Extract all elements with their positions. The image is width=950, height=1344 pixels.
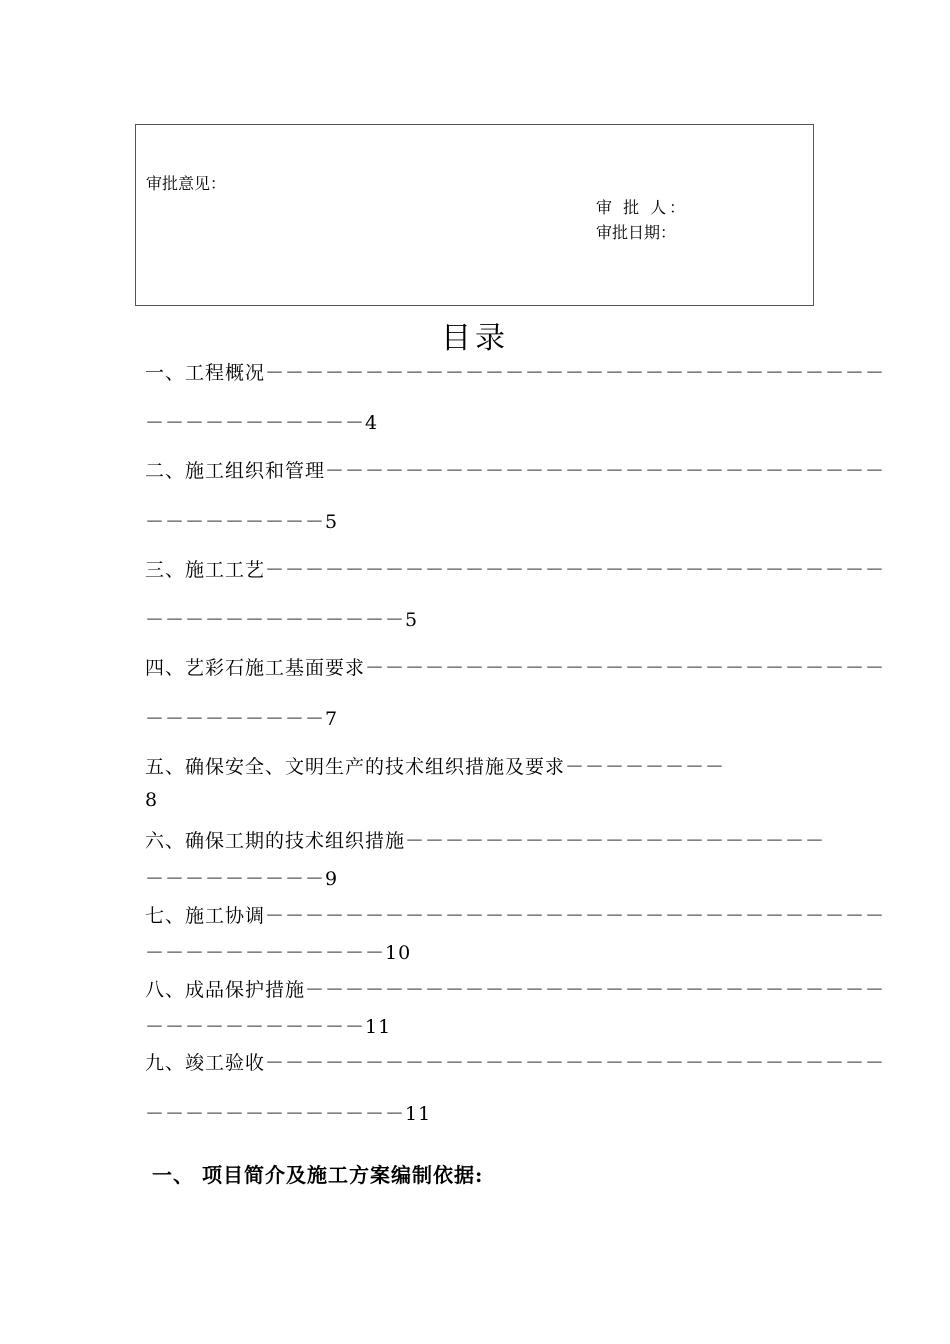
toc-entry-1-line2[interactable]: －－－－－－－－－－－4 bbox=[145, 412, 379, 434]
approval-date-label: 审批日期： bbox=[596, 223, 677, 242]
toc-entry-3-line2[interactable]: －－－－－－－－－－－－－5 bbox=[145, 609, 419, 631]
toc-entry-9-line1[interactable]: 九、竣工验收－－－－－－－－－－－－－－－－－－－－－－－－－－－－－－－ bbox=[145, 1052, 886, 1074]
toc-entry-7-line1[interactable]: 七、施工协调－－－－－－－－－－－－－－－－－－－－－－－－－－－－－－－ bbox=[145, 905, 886, 927]
toc-entry-8-line1[interactable]: 八、成品保护措施－－－－－－－－－－－－－－－－－－－－－－－－－－－－－ bbox=[145, 979, 886, 1001]
toc-entry-1-line1[interactable]: 一、工程概况－－－－－－－－－－－－－－－－－－－－－－－－－－－－－－－ bbox=[145, 362, 886, 384]
approval-opinion-label: 审批意见： bbox=[146, 174, 227, 193]
toc-entry-9-line2[interactable]: －－－－－－－－－－－－－11 bbox=[145, 1103, 432, 1125]
toc-entry-8-line2[interactable]: －－－－－－－－－－－11 bbox=[145, 1016, 392, 1038]
approval-box bbox=[135, 124, 814, 306]
toc-entry-2-line2[interactable]: －－－－－－－－－5 bbox=[145, 511, 339, 533]
toc-title: 目录 bbox=[441, 321, 509, 356]
toc-entry-3-line1[interactable]: 三、施工工艺－－－－－－－－－－－－－－－－－－－－－－－－－－－－－－－ bbox=[145, 559, 886, 581]
section-heading: 一、 项目简介及施工方案编制依据: bbox=[152, 1163, 484, 1187]
toc-entry-4-line1[interactable]: 四、艺彩石施工基面要求－－－－－－－－－－－－－－－－－－－－－－－－－－ bbox=[145, 657, 886, 679]
toc-entry-2-line1[interactable]: 二、施工组织和管理－－－－－－－－－－－－－－－－－－－－－－－－－－－－ bbox=[145, 460, 886, 482]
toc-entry-5-line2[interactable]: 8 bbox=[145, 789, 159, 811]
toc-entry-7-line2[interactable]: －－－－－－－－－－－－10 bbox=[145, 942, 412, 964]
toc-entry-6-line1[interactable]: 六、确保工期的技术组织措施－－－－－－－－－－－－－－－－－－－－－ bbox=[145, 830, 826, 852]
toc-entry-5-line1[interactable]: 五、确保安全、文明生产的技术组织措施及要求－－－－－－－－ bbox=[145, 756, 726, 778]
toc-entry-6-line2[interactable]: －－－－－－－－－9 bbox=[145, 868, 339, 890]
approver-label: 审 批 人： bbox=[596, 198, 689, 217]
toc-entry-4-line2[interactable]: －－－－－－－－－7 bbox=[145, 708, 339, 730]
